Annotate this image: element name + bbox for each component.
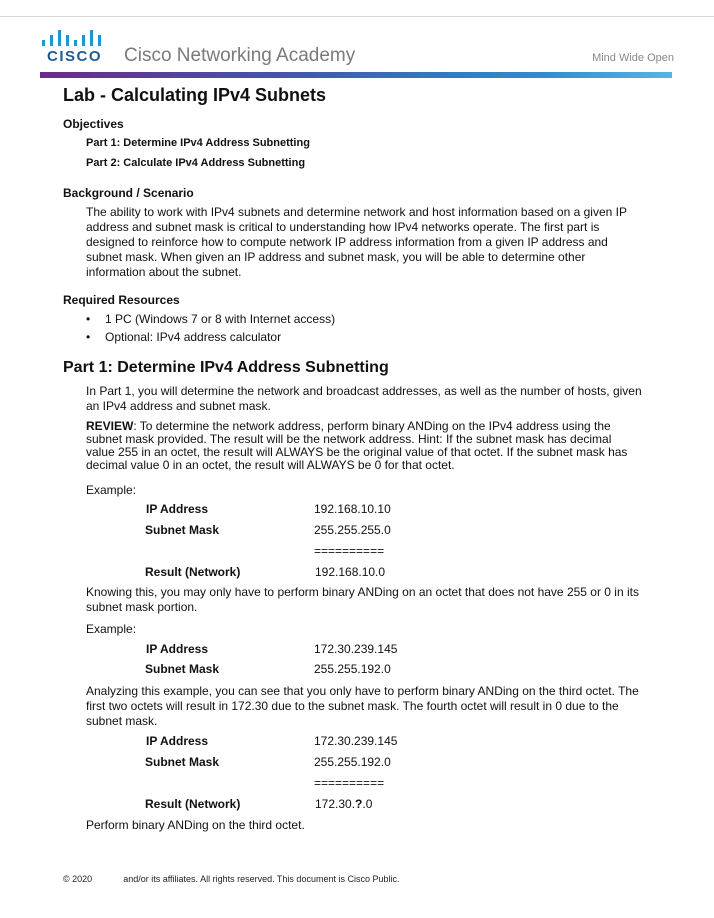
example-label: Example: bbox=[86, 483, 137, 497]
result-label: Result (Network) bbox=[145, 797, 241, 811]
footer bbox=[63, 874, 399, 884]
subnet-mask-label: Subnet Mask bbox=[145, 662, 220, 676]
subnet-mask-label: Subnet Mask bbox=[145, 755, 220, 769]
part1-heading: Part 1: Determine IPv4 Address Subnetting bbox=[63, 359, 389, 376]
result-value: 172.30.?.0 bbox=[315, 797, 373, 811]
page-title: Lab - Calculating IPv4 Subnets bbox=[63, 85, 327, 105]
separator: ========== bbox=[314, 776, 385, 790]
example-label: Example: bbox=[86, 622, 137, 636]
header-gradient-bar bbox=[40, 72, 672, 78]
result-value: 192.168.10.0 bbox=[315, 565, 386, 579]
part1-intro: In Part 1, you will determine the network and broadcast addresses, as well as the number of hosts, given an IPv4 address and subnet mask. bbox=[86, 384, 642, 413]
footer-copyright: © 2020 bbox=[63, 874, 93, 884]
perform-text: Perform binary ANDing on the third octet. bbox=[86, 818, 305, 832]
review-label: REVIEW bbox=[86, 419, 134, 433]
analyzing-text: Analyzing this example, you can see that you only have to perform binary ANDing on the third octet. The first two octets will result in 172.30 due to the subnet mask. The fourth octet will result in 0 due to the subnet mask. bbox=[86, 684, 639, 728]
ip-address-value: 172.30.239.145 bbox=[314, 734, 398, 748]
knowing-text: Knowing this, you may only have to perform binary ANDing on an octet that does not have 255 or 0 in its subnet mask portion. bbox=[86, 585, 639, 614]
ip-address-label: IP Address bbox=[146, 502, 209, 516]
subnet-mask-value: 255.255.192.0 bbox=[314, 755, 391, 769]
objectives-heading: Objectives bbox=[63, 117, 124, 131]
ip-address-value: 172.30.239.145 bbox=[314, 642, 398, 656]
ip-address-label: IP Address bbox=[146, 734, 209, 748]
tagline: Mind Wide Open bbox=[592, 52, 674, 64]
academy-name: Cisco Networking Academy bbox=[124, 45, 356, 66]
bullet-icon: • bbox=[86, 330, 91, 344]
bullet-icon: • bbox=[86, 312, 91, 326]
result-label: Result (Network) bbox=[145, 565, 241, 579]
unknown-octet: ? bbox=[355, 797, 363, 811]
objective-item: Part 2: Calculate IPv4 Address Subnetting bbox=[86, 157, 306, 169]
subnet-mask-value: 255.255.255.0 bbox=[314, 523, 391, 537]
subnet-mask-label: Subnet Mask bbox=[145, 523, 220, 537]
resources-heading: Required Resources bbox=[63, 293, 180, 307]
objective-item: Part 1: Determine IPv4 Address Subnetting bbox=[86, 137, 310, 149]
top-rule bbox=[0, 16, 714, 17]
background-heading: Background / Scenario bbox=[63, 186, 194, 200]
cisco-bars-icon bbox=[42, 30, 106, 46]
cisco-wordmark: CISCO bbox=[47, 48, 103, 65]
subnet-mask-value: 255.255.192.0 bbox=[314, 662, 391, 676]
background-text: The ability to work with IPv4 subnets and determine network and host information based on a given IP address and subnet mask is critical to understanding how IPv4 networks operate. The first part is designed to reinforce how to compute network IP address information from a given IP address and subnet mask. When given an IP address and subnet mask, you will be able to determine other information about the subnet. bbox=[86, 205, 627, 279]
separator: ========== bbox=[314, 544, 385, 558]
review-note: REVIEW: To determine the network address, perform binary ANDing on the IPv4 address using the subnet mask provided. The result will be the network address. Hint: If the subnet mask has decimal value 255 in an octet, the result will ALWAYS be the original value of that octet. If the subnet mask has decimal value 0 in an octet, the result will ALWAYS be 0 for that octet. bbox=[86, 419, 628, 472]
footer-rights: and/or its affiliates. All rights reserved. This document is Cisco Public. bbox=[123, 874, 400, 884]
ip-address-value: 192.168.10.10 bbox=[314, 502, 391, 516]
ip-address-label: IP Address bbox=[146, 642, 209, 656]
